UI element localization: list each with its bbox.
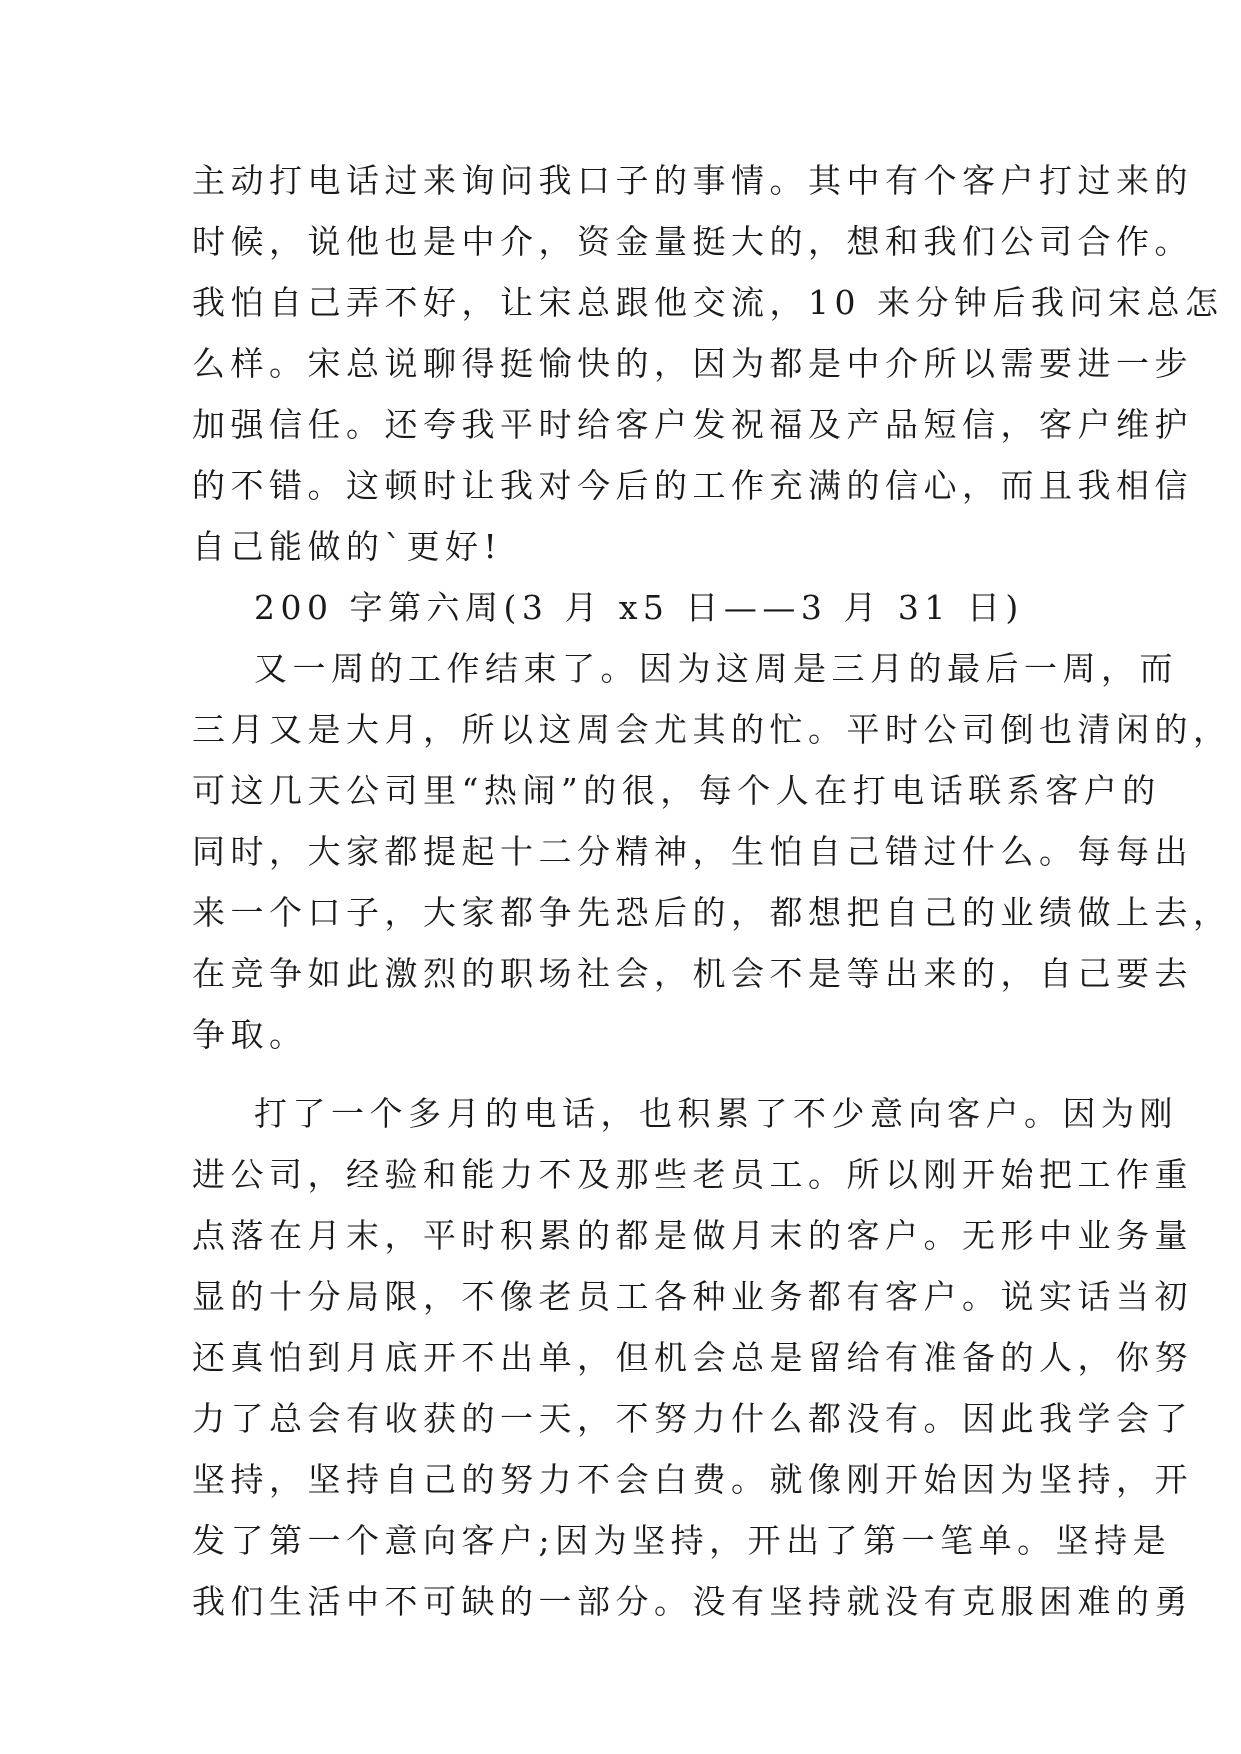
text-line: 同时，大家都提起十二分精神，生怕自己错过什么。每每出 <box>192 832 1193 871</box>
text-line: 的不错。这顿时让我对今后的工作充满的信心，而且我相信 <box>192 466 1193 505</box>
text-line: 争取。 <box>192 1015 308 1054</box>
text-line: 加强信任。还夸我平时给客户发祝福及产品短信，客户维护 <box>192 405 1193 444</box>
text-line: 自己能做的`更好! <box>192 527 503 566</box>
text-line: 打了一个多月的电话，也积累了不少意向客户。因为刚 <box>254 1094 1178 1133</box>
text-line: 显的十分局限，不像老员工各种业务都有客户。说实话当初 <box>192 1277 1193 1316</box>
paragraph-1 <box>192 160 1224 567</box>
text-line: 在竞争如此激烈的职场社会，机会不是等出来的，自己要去 <box>192 954 1193 993</box>
text-line: 还真怕到月底开不出单，但机会总是留给有准备的人，你努 <box>192 1338 1193 1377</box>
text-line: 三月又是大月，所以这周会尤其的忙。平时公司倒也清闲的， <box>192 710 1232 749</box>
text-line: 时候，说他也是中介，资金量挺大的，想和我们公司合作。 <box>192 222 1193 261</box>
paragraph-2 <box>192 648 1232 1055</box>
text-line: 来一个口子，大家都争先恐后的，都想把自己的业绩做上去， <box>192 893 1232 932</box>
text-line: 力了总会有收获的一天，不努力什么都没有。因此我学会了 <box>192 1399 1193 1438</box>
text-line: 点落在月末，平时积累的都是做月末的客户。无形中业务量 <box>192 1216 1193 1255</box>
text-line: 我怕自己弄不好，让宋总跟他交流，10 来分钟后我问宋总怎 <box>192 283 1224 322</box>
text-line: 发了第一个意向客户;因为坚持，开出了第一笔单。坚持是 <box>192 1521 1172 1560</box>
text-line: 进公司，经验和能力不及那些老员工。所以刚开始把工作重 <box>192 1155 1193 1194</box>
paragraph-3 <box>192 1093 1193 1622</box>
text-line: 坚持，坚持自己的努力不会白费。就像刚开始因为坚持，开 <box>192 1460 1193 1499</box>
text-line: 可这几天公司里“热闹”的很，每个人在打电话联系客户的 <box>192 771 1161 810</box>
document-body <box>192 160 1232 1642</box>
section-heading: 200 字第六周(3 月 x5 日——3 月 31 日) <box>254 588 1024 627</box>
text-line: 主动打电话过来询问我口子的事情。其中有个客户打过来的 <box>192 161 1193 200</box>
text-line: 又一周的工作结束了。因为这周是三月的最后一周，而 <box>254 649 1178 688</box>
text-line: 我们生活中不可缺的一部分。没有坚持就没有克服困难的勇 <box>192 1582 1193 1621</box>
text-line: 么样。宋总说聊得挺愉快的，因为都是中介所以需要进一步 <box>192 344 1193 383</box>
